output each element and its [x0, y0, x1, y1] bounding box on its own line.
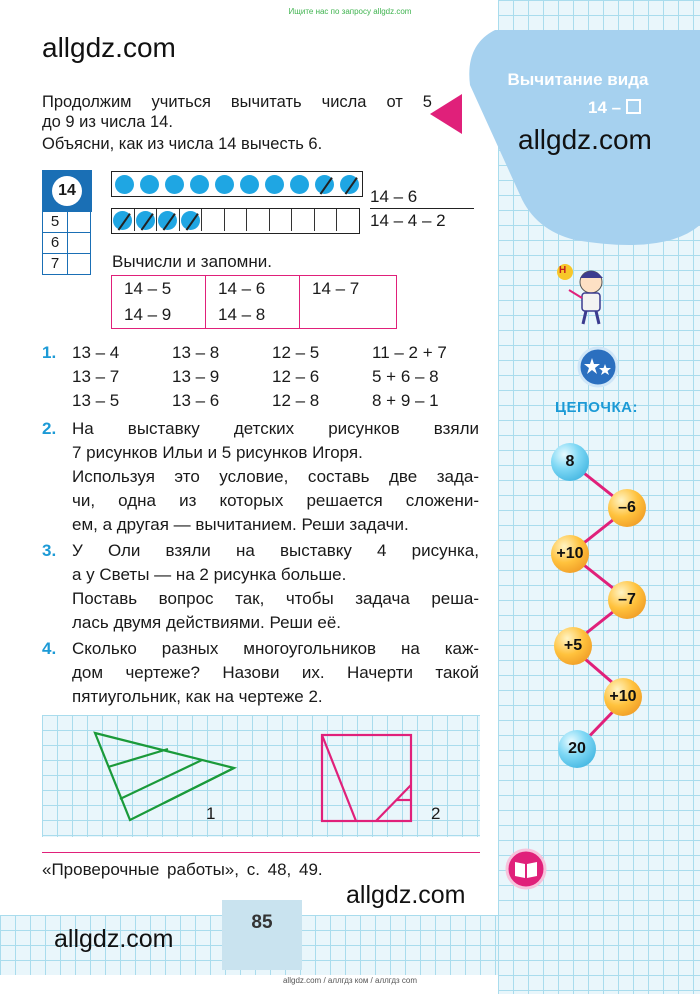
task1-expr: 13 – 9	[172, 367, 220, 386]
chain-ball: +10	[551, 535, 589, 573]
watermark-bottom-center: allgdz.com	[346, 881, 466, 909]
chain-title: ЦЕПОЧКА:	[555, 399, 638, 416]
chain-ball: +10	[604, 678, 642, 716]
header-tab-formula: 14 –	[588, 98, 641, 118]
dot-strip-top	[111, 171, 363, 197]
slot	[180, 209, 203, 231]
chain-ball: +5	[554, 627, 592, 665]
slot	[225, 209, 248, 231]
number-box-circle: 14	[52, 176, 82, 206]
task1-expr: 13 – 5	[72, 391, 120, 410]
polygon-drawing-2	[42, 715, 480, 837]
slot	[315, 209, 338, 231]
dot	[290, 175, 309, 194]
crossed-dot	[181, 211, 200, 230]
dot-strip-bottom	[111, 208, 360, 234]
slot	[157, 209, 180, 231]
dot	[265, 175, 284, 194]
task4-number: 4.	[42, 639, 57, 658]
task1-expr: 12 – 5	[272, 343, 320, 362]
memo-cell: 14 – 9	[112, 302, 206, 328]
task1-expr: 13 – 6	[172, 391, 220, 410]
dot	[115, 175, 134, 194]
dot	[215, 175, 234, 194]
number-box-head	[42, 170, 92, 212]
reference-divider	[42, 852, 480, 853]
chain-ball: –7	[608, 581, 646, 619]
task1-expr: 8 + 9 – 1	[372, 391, 439, 410]
watermark-top-left: allgdz.com	[42, 32, 176, 63]
dot	[140, 175, 159, 194]
task1-number: 1.	[42, 343, 57, 362]
memo-title: Вычисли и запомни.	[112, 252, 272, 271]
dot	[190, 175, 209, 194]
task1-expr: 12 – 8	[272, 391, 320, 410]
number-box-row: 7	[43, 254, 67, 274]
memo-cell	[300, 302, 394, 328]
memo-cell: 14 – 7	[312, 279, 360, 298]
slot	[135, 209, 158, 231]
number-box	[42, 170, 92, 275]
intro-text: Продолжим учиться вычитать числа от 5 до 9 из числа 14. Объясни, как из числа 14 вычесть 6.	[42, 93, 432, 153]
watermark-bottom-left: allgdz.com	[54, 925, 174, 953]
chain-ball: 8	[551, 443, 589, 481]
number-box-row: 5	[43, 212, 67, 232]
task3-number: 3.	[42, 541, 57, 560]
page-number: 85	[222, 900, 302, 970]
number-box-row: 6	[43, 233, 67, 253]
crossed-dot	[136, 211, 155, 230]
task4-text: Сколько разных многоугольников на каж- дом чертеже? Назови их. Начерти такой пятиугольник, как на чертеже 2.	[72, 639, 479, 706]
reference-text: «Проверочные работы», с. 48, 49.	[42, 860, 323, 879]
task1-expr: 12 – 6	[272, 367, 320, 386]
slot	[292, 209, 315, 231]
memo-cell: 14 – 8	[206, 302, 300, 328]
drawing-label-2: 2	[431, 804, 441, 823]
chain-ball: –6	[608, 489, 646, 527]
char-badge: Н	[559, 265, 567, 276]
task1-expr: 11 – 2 + 7	[372, 343, 447, 362]
header-tab-title: Вычитание вида	[507, 70, 649, 89]
top-note: Ищите нас по запросу allgdz.com	[288, 7, 412, 16]
task2-text: На выставку детских рисунков взяли 7 рисунков Ильи и 5 рисунков Игоря. Используя это условие, составь две зада- чи, одна из которых решается сложени- ем, а другая — вычитанием. Реши задачи.	[72, 419, 479, 534]
task3-text: У Оли взяли на выставку 4 рисунка, а у Светы — на 2 рисунка больше. Поставь вопрос так, чтобы задача реша- лась двумя действиями. Реши её.	[72, 541, 479, 632]
crossed-dot	[340, 175, 359, 194]
slot	[112, 209, 135, 231]
crossed-dot	[158, 211, 177, 230]
blank-box-icon	[626, 99, 641, 114]
task1-expr: 5 + 6 – 8	[372, 367, 439, 386]
task1-grid	[72, 341, 482, 413]
crossed-dot	[315, 175, 334, 194]
footer-links: allgdz.com / аллгдз ком / аллгдз com	[282, 976, 418, 985]
task1-expr: 13 – 4	[72, 343, 120, 362]
slot	[337, 209, 359, 231]
task1-expr: 13 – 7	[72, 367, 120, 386]
book-icon	[505, 848, 547, 890]
memo-table	[111, 275, 397, 329]
drawing-label-1: 1	[206, 804, 216, 823]
task1-expr: 13 – 8	[172, 343, 220, 362]
crossed-dot	[113, 211, 132, 230]
stars-icon	[577, 346, 619, 388]
watermark-top-right: allgdz.com	[518, 124, 652, 155]
memo-cell: 14 – 6	[206, 276, 300, 302]
triangle-marker-icon	[428, 92, 464, 136]
examples-side: 14 – 6 14 – 4 – 2	[370, 186, 474, 233]
slot	[270, 209, 293, 231]
dot	[165, 175, 184, 194]
task2-number: 2.	[42, 419, 57, 438]
dot	[240, 175, 259, 194]
chain-ball: 20	[558, 730, 596, 768]
slot	[247, 209, 270, 231]
chain-connectors	[540, 440, 670, 770]
memo-cell: 14 – 5	[112, 276, 206, 302]
slot	[202, 209, 225, 231]
